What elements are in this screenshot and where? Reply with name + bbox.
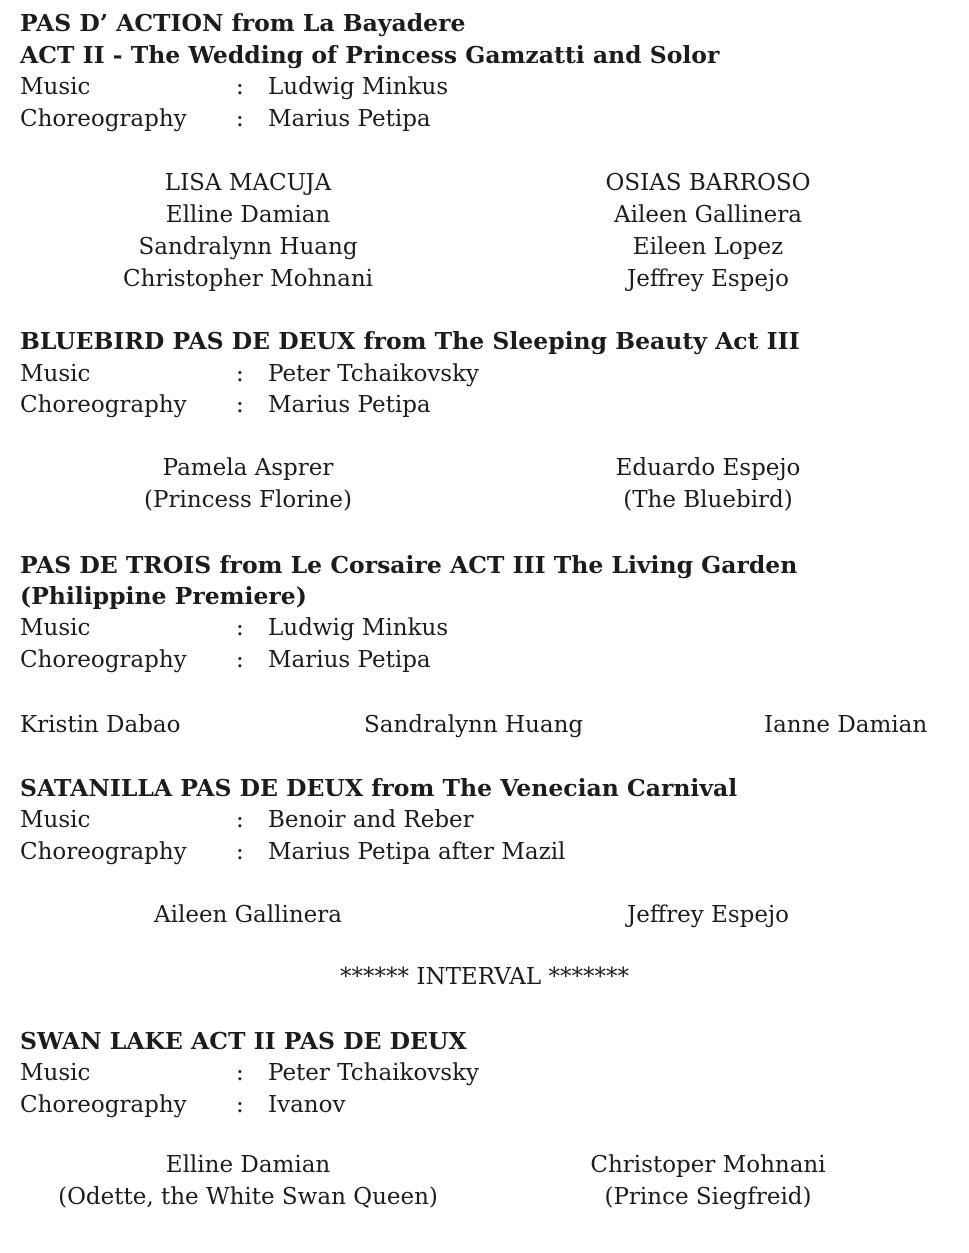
section-subtitle: ACT II - The Wedding of Princess Gamzatti and Solor bbox=[20, 41, 720, 69]
interval-marker: ****** INTERVAL ******* bbox=[340, 964, 629, 990]
credit-value: Marius Petipa bbox=[268, 647, 431, 673]
credit-separator: : bbox=[236, 807, 244, 833]
credit-row-choreography bbox=[0, 103, 969, 135]
credit-row-music bbox=[0, 612, 969, 644]
credit-separator: : bbox=[236, 647, 244, 673]
cast-right-role: (The Bluebird) bbox=[623, 487, 793, 513]
credit-value: Benoir and Reber bbox=[268, 807, 474, 833]
credit-label: Choreography bbox=[20, 1092, 187, 1118]
credit-label: Music bbox=[20, 615, 91, 641]
credit-label: Choreography bbox=[20, 647, 187, 673]
credit-value: Marius Petipa bbox=[268, 392, 431, 418]
credit-separator: : bbox=[236, 361, 244, 387]
cast-left: Christopher Mohnani bbox=[122, 266, 373, 292]
credit-label: Music bbox=[20, 74, 91, 100]
cast-left: LISA MACUJA bbox=[164, 170, 332, 196]
credit-value: Ludwig Minkus bbox=[268, 74, 449, 100]
cast-trio-member: Ianne Damian bbox=[764, 712, 928, 738]
credit-separator: : bbox=[236, 392, 244, 418]
cast-right: Eileen Lopez bbox=[632, 234, 784, 260]
credit-label: Music bbox=[20, 807, 91, 833]
credit-value: Marius Petipa bbox=[268, 106, 431, 132]
cast-left: Elline Damian bbox=[165, 202, 331, 228]
cast-trio-member: Sandralynn Huang bbox=[364, 712, 584, 738]
cast-left: Pamela Asprer bbox=[162, 455, 334, 481]
credit-separator: : bbox=[236, 74, 244, 100]
credit-value: Peter Tchaikovsky bbox=[268, 1060, 480, 1086]
section-title: BLUEBIRD PAS DE DEUX from The Sleeping Beauty Act III bbox=[20, 327, 800, 355]
section-title: SWAN LAKE ACT II PAS DE DEUX bbox=[20, 1027, 467, 1055]
cast-right: Aileen Gallinera bbox=[614, 202, 802, 228]
credit-row-choreography bbox=[0, 1089, 969, 1121]
credit-label: Choreography bbox=[20, 106, 187, 132]
section-title: SATANILLA PAS DE DEUX from The Venecian Carnival bbox=[20, 774, 738, 802]
cast-left: Elline Damian bbox=[165, 1152, 331, 1178]
credit-label: Choreography bbox=[20, 839, 187, 865]
cast-left: Sandralynn Huang bbox=[138, 234, 358, 260]
credit-row-choreography bbox=[0, 836, 969, 868]
credit-row-music bbox=[0, 71, 969, 103]
credit-value: Marius Petipa after Mazil bbox=[268, 839, 566, 865]
credit-value: Peter Tchaikovsky bbox=[268, 361, 480, 387]
credit-label: Music bbox=[20, 1060, 91, 1086]
credit-separator: : bbox=[236, 106, 244, 132]
cast-left-role: (Odette, the White Swan Queen) bbox=[58, 1184, 438, 1210]
credit-separator: : bbox=[236, 839, 244, 865]
section-title: PAS DE TROIS from Le Corsaire ACT III The Living Garden bbox=[20, 551, 798, 579]
credit-separator: : bbox=[236, 1060, 244, 1086]
cast-right: Eduardo Espejo bbox=[615, 455, 801, 481]
credit-label: Music bbox=[20, 361, 91, 387]
credit-value: Ludwig Minkus bbox=[268, 615, 449, 641]
cast-right: Jeffrey Espejo bbox=[627, 266, 789, 292]
credit-row-choreography bbox=[0, 644, 969, 676]
credit-label: Choreography bbox=[20, 392, 187, 418]
credit-row-music bbox=[0, 804, 969, 836]
credit-separator: : bbox=[236, 1092, 244, 1118]
credit-row-music bbox=[0, 358, 969, 390]
credit-row-choreography bbox=[0, 389, 969, 421]
cast-left: Aileen Gallinera bbox=[154, 902, 342, 928]
credit-row-music bbox=[0, 1057, 969, 1089]
cast-right: Jeffrey Espejo bbox=[627, 902, 789, 928]
section-title: PAS D’ ACTION from La Bayadere bbox=[20, 9, 466, 37]
section-subtitle: (Philippine Premiere) bbox=[20, 582, 307, 610]
cast-right: Christoper Mohnani bbox=[590, 1152, 826, 1178]
credit-separator: : bbox=[236, 615, 244, 641]
cast-left-role: (Princess Florine) bbox=[144, 487, 352, 513]
cast-right: OSIAS BARROSO bbox=[605, 170, 811, 196]
credit-value: Ivanov bbox=[268, 1092, 346, 1118]
cast-trio-member: Kristin Dabao bbox=[20, 712, 181, 738]
cast-right-role: (Prince Siegfreid) bbox=[604, 1184, 812, 1210]
